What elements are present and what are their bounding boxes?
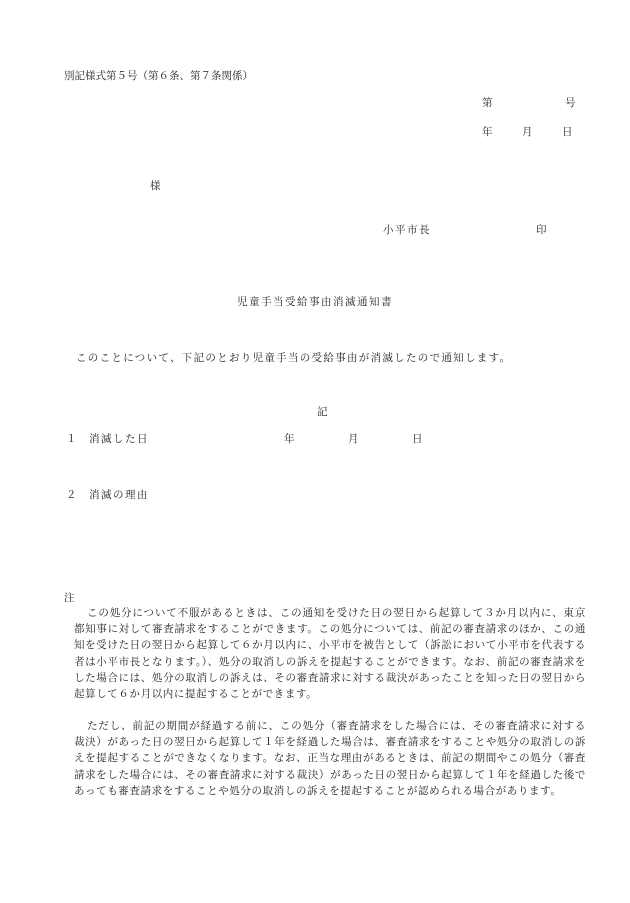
recipient-honorific: 様	[150, 180, 161, 192]
form-label: 別記様式第５号（第６条、第７条関係）	[64, 70, 253, 82]
item-number: ２	[66, 489, 77, 501]
item-label: 消滅した日	[89, 433, 149, 445]
item-number: １	[66, 433, 77, 445]
seal-mark: 印	[536, 224, 547, 236]
note-paragraph-appeal: この処分について不服があるときは、この通知を受けた日の翌日から起算して３か月以内に、東京都知事に対して審査請求をすることができます。この処分については、前記の審査請求のほか、この通知を受けた日の翌日から起算して６か月以内に、小平市を被告として（訴訟において小平市を代表する者は小平市長となります。）、処分の取消しの訴えを提起することができます。なお、前記の審査請求をした場合には、処分の取消しの訴えは、その審査請求に対する裁決があったことを知った日の翌日から起算して６か月以内に提起することができます。	[74, 607, 586, 701]
item-label: 消滅の理由	[89, 489, 149, 501]
sender-title: 小平市長	[383, 224, 431, 236]
document-title: 児童手当受給事由消滅通知書	[237, 296, 393, 308]
expiry-day: 日	[412, 433, 423, 445]
note-paragraph-deadline: ただし、前記の期間が経過する前に、この処分（審査請求をした場合には、その審査請求に対する裁決）があった日の翌日から起算して１年を経過した場合は、審査請求をすることや処分の取消しの訴えを提起することができなくなります。なお、正当な理由があるときは、前記の期間やこの処分（審査請求をした場合には、その審査請求に対する裁決）があった日の翌日から起算して１年を経過した後であっても審査請求をすることや処分の取消しの訴えを提起することが認められる場合があります。	[74, 720, 586, 797]
expiry-year: 年	[284, 433, 295, 445]
ki-marker: 記	[317, 406, 328, 418]
notice-body: このことについて、下記のとおり児童手当の受給事由が消滅したので通知します。	[76, 352, 512, 364]
document-number-suffix: 号	[565, 97, 576, 109]
document-number-prefix: 第	[482, 97, 493, 109]
expiry-month: 月	[348, 433, 359, 445]
issue-date-year: 年	[482, 126, 493, 138]
note-heading: 注	[64, 592, 75, 604]
issue-date-day: 日	[562, 126, 573, 138]
issue-date-month: 月	[522, 126, 533, 138]
